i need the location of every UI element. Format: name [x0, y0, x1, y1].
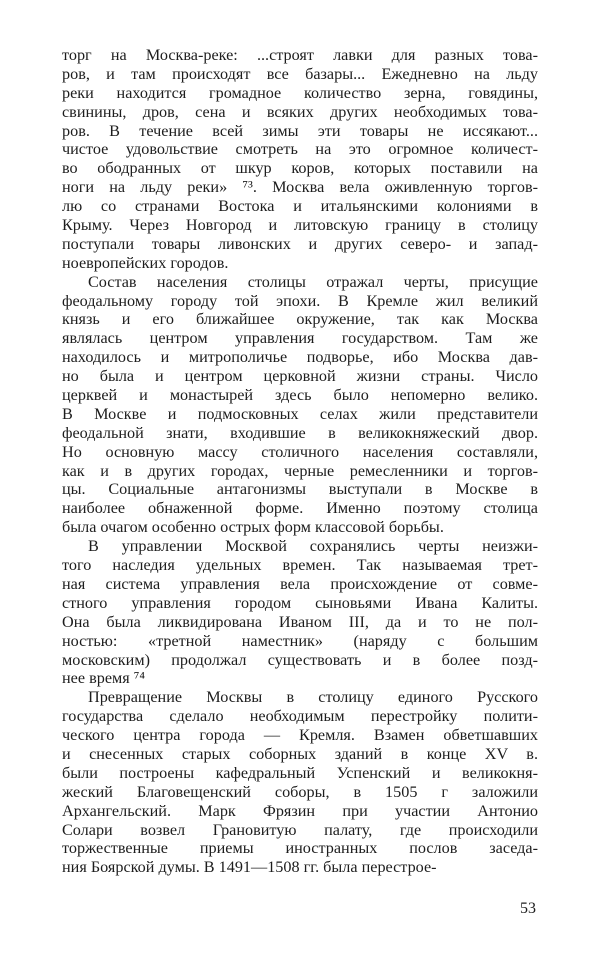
text-line: нее время ⁷⁴	[62, 669, 146, 688]
text-line: ния Боярской думы. В 1491—1508 гг. была перестрое-	[62, 858, 437, 877]
text-line: ров. В течение всей зимы эти товары не иссякают...	[62, 121, 538, 140]
text-line: свинины, дров, сена и всяких других необходимых това-	[62, 102, 538, 121]
text-line: торжественные приемы иностранных послов заседа-	[62, 839, 538, 858]
text-line: того наследия удельных времен. Так называемая трет-	[62, 556, 538, 575]
text-line: находилось и митрополичье подворье, ибо Москва дав-	[62, 348, 538, 367]
text-line: Крыму. Через Новгород и литовскую границу в столицу	[62, 216, 538, 235]
paragraph	[62, 273, 538, 537]
text-line: ностью: «третной наместник» (наряду с большим	[62, 631, 538, 650]
text-line: государства сделало необходимым перестройку полити-	[62, 707, 538, 726]
text-line: во ободранных от шкур коров, которых поставили на	[62, 159, 538, 178]
text-line: торг на Москва-реке: ...строят лавки для разных това-	[62, 46, 538, 64]
text-line: наиболее обнаженной форме. Именно поэтому столица	[62, 499, 538, 518]
text-line: были построены кафедральный Успенский и великокня-	[62, 763, 538, 782]
text-line: и снесенных старых соборных зданий в конце XV в.	[62, 744, 538, 763]
text-line: Архангельский. Марк Фрязин при участии Антонио	[62, 801, 538, 820]
paragraph	[62, 46, 538, 273]
text-line: являлась центром управления государством. Там же	[62, 329, 538, 348]
text-line: как и в других городах, черные ремесленники и торгов-	[62, 461, 538, 480]
text-line: московским) продолжал существовать и в более позд-	[62, 650, 538, 669]
text-line: жеский Благовещенский соборы, в 1505 г заложили	[62, 782, 538, 801]
text-line: ноевропейских городов.	[62, 253, 229, 272]
text-line: Она была ликвидирована Иваном III, да и то не пол-	[62, 612, 538, 631]
text-line: В управлении Москвой сохранялись черты неизжи-	[88, 537, 538, 556]
text-line: поступали товары ливонских и других северо- и запад-	[62, 234, 538, 253]
text-line: стного управления городом сыновьями Ивана Калиты.	[62, 593, 538, 612]
paragraph	[62, 537, 538, 688]
page-body	[62, 46, 538, 877]
paragraph	[62, 688, 538, 877]
text-line: чистое удовольствие смотреть на это огромное количест-	[62, 140, 538, 159]
text-line: Превращение Москвы в столицу единого Русского	[88, 688, 538, 707]
text-line: Солари возвел Грановитую палату, где происходили	[62, 820, 538, 839]
text-line: князь и его ближайшее окружение, так как Москва	[62, 310, 538, 329]
text-line: Состав населения столицы отражал черты, присущие	[88, 272, 538, 291]
text-line: В Москве и подмосковных селах жили представители	[62, 404, 538, 423]
text-line: ная система управления вела происхождение от совме-	[62, 574, 538, 593]
text-line: ров, и там происходят все базары... Ежедневно на льду	[62, 64, 538, 83]
text-line: Но основную массу столичного населения составляли,	[62, 442, 538, 461]
text-line: церквей и монастырей здесь было непомерно велико.	[62, 386, 538, 405]
text-line: но была и центром церковной жизни страны. Число	[62, 367, 538, 386]
text-line: ноги на льду реки» ⁷³. Москва вела оживленную торгов-	[62, 178, 538, 197]
text-line: феодальному городу той эпохи. В Кремле жил великий	[62, 291, 538, 310]
text-line: реки находится громадное количество зерна, говядины,	[62, 83, 538, 102]
text-line: цы. Социальные антагонизмы выступали в Москве в	[62, 480, 538, 499]
page-number: 53	[520, 900, 536, 917]
text-line: ческого центра города — Кремля. Взамен обветшавших	[62, 726, 538, 745]
text-line: лю со странами Востока и итальянскими колониями в	[62, 197, 538, 216]
text-line: феодальной знати, входившие в великокняжеский двор.	[62, 423, 538, 442]
text-line: была очагом особенно острых форм классовой борьбы.	[62, 518, 444, 537]
